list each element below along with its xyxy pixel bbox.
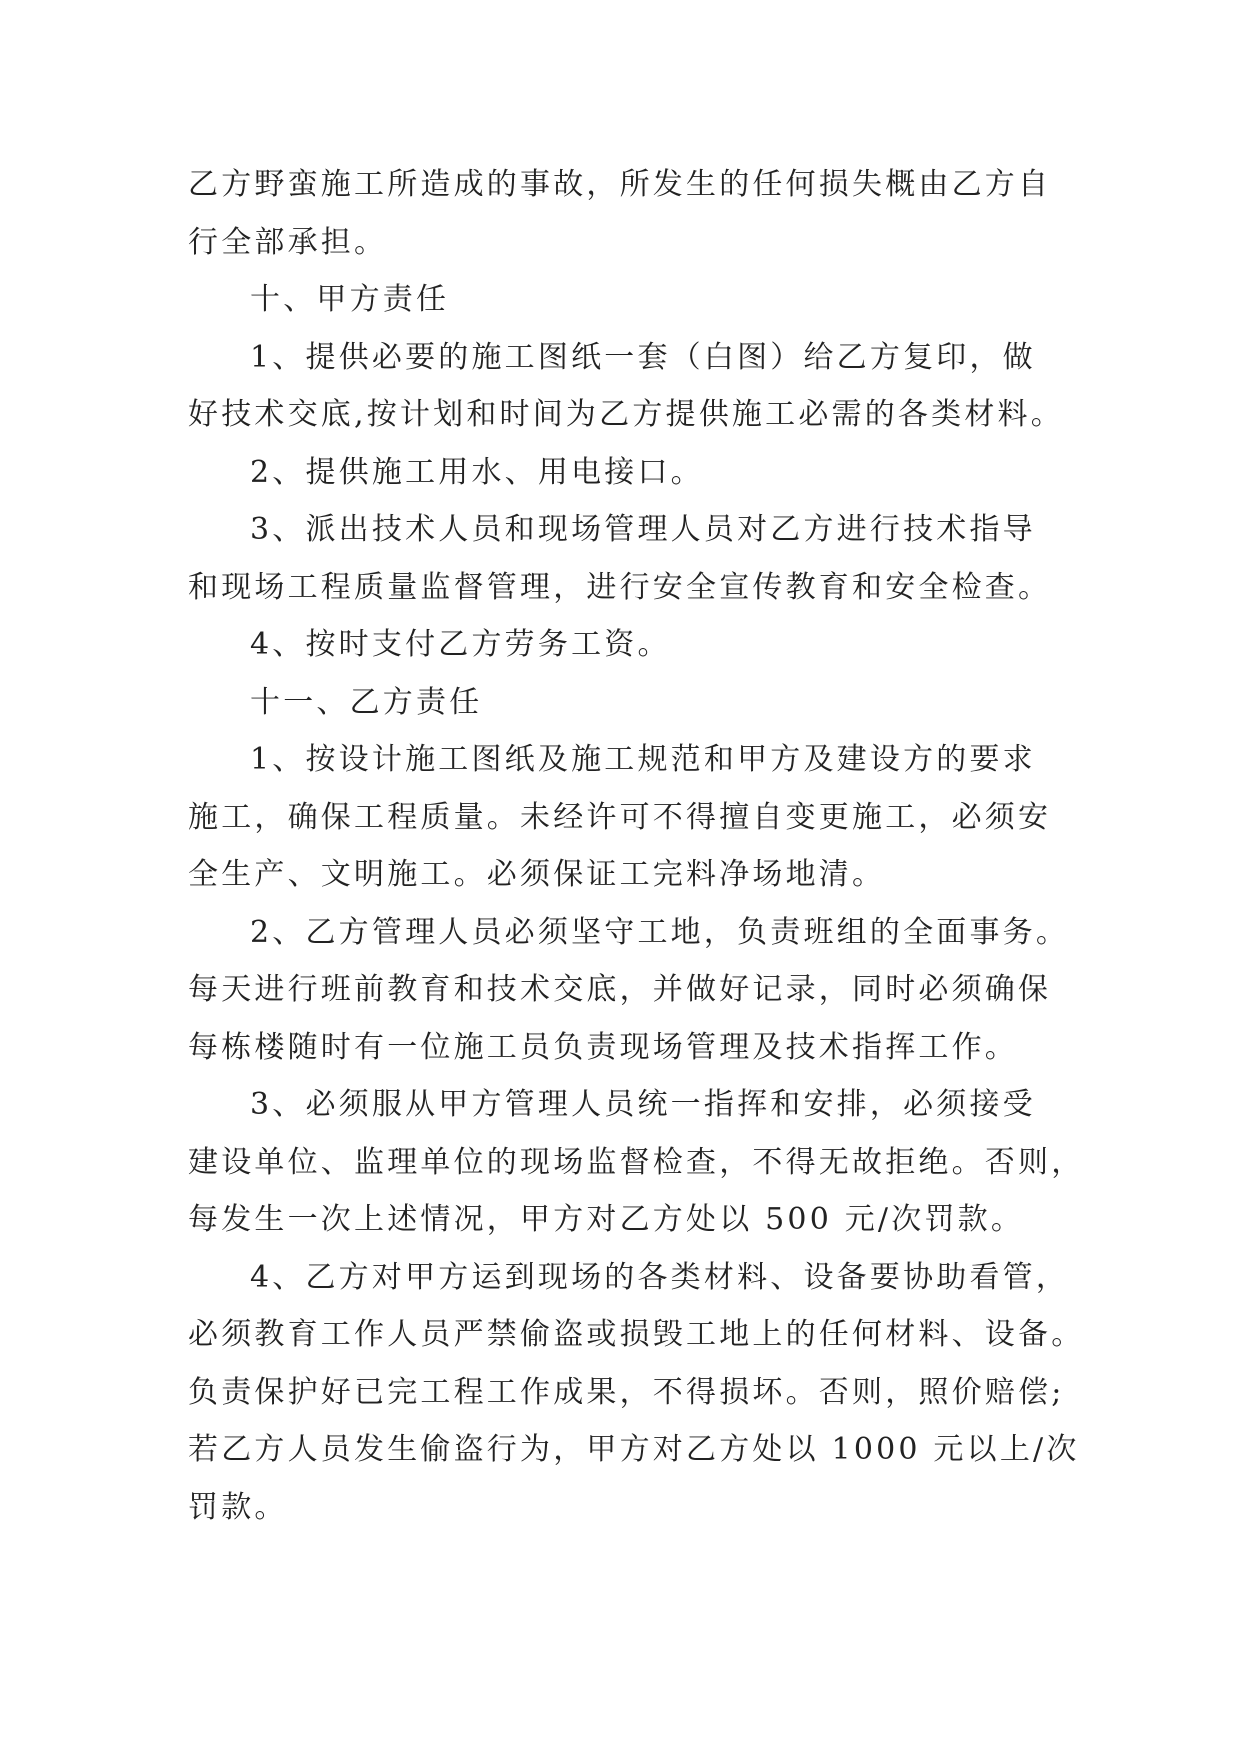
text-line: 4、乙方对甲方运到现场的各类材料、设备要协助看管， <box>250 1259 1070 1295</box>
text-line: 3、必须服从甲方管理人员统一指挥和安排，必须接受 <box>250 1087 1036 1122</box>
section-heading-jiafang: 十、甲方责任 <box>250 282 450 317</box>
text-line: 建设单位、监理单位的现场监督检查，不得无故拒绝。否则， <box>188 1144 1085 1180</box>
text-line: 乙方野蛮施工所造成的事故，所发生的任何损失概由乙方自 <box>188 167 1052 202</box>
document-body <box>188 156 1085 1536</box>
text-line: 若乙方人员发生偷盗行为，甲方对乙方处以 1000 元以上/次 <box>188 1432 1080 1467</box>
text-line: 1、按设计施工图纸及施工规范和甲方及建设方的要求 <box>250 742 1036 777</box>
text-line: 1、提供必要的施工图纸一套（白图）给乙方复印，做 <box>250 339 1036 375</box>
text-line: 负责保护好已完工程工作成果，不得损坏。否则，照价赔偿; <box>188 1374 1065 1410</box>
text-line: 2、提供施工用水、用电接口。 <box>250 454 704 490</box>
section-heading-yifang: 十一、乙方责任 <box>250 684 483 720</box>
text-line: 3、派出技术人员和现场管理人员对乙方进行技术指导 <box>250 512 1036 547</box>
text-line: 施工，确保工程质量。未经许可不得擅自变更施工，必须安 <box>188 799 1052 835</box>
text-line: 每天进行班前教育和技术交底，并做好记录，同时必须确保 <box>188 972 1052 1007</box>
text-line: 全生产、文明施工。必须保证工完料净场地清。 <box>188 857 886 892</box>
text-line: 必须教育工作人员严禁偷盗或损毁工地上的任何材料、设备。 <box>188 1317 1085 1352</box>
text-line: 行全部承担。 <box>188 224 388 260</box>
text-line: 罚款。 <box>188 1489 288 1525</box>
text-line: 和现场工程质量监督管理，进行安全宣传教育和安全检查。 <box>188 569 1052 605</box>
text-line: 每栋楼随时有一位施工员负责现场管理及技术指挥工作。 <box>188 1029 1018 1065</box>
text-line: 好技术交底,按计划和时间为乙方提供施工必需的各类材料。 <box>188 397 1064 432</box>
text-line: 2、乙方管理人员必须坚守工地，负责班组的全面事务。 <box>250 914 1070 950</box>
text-line: 4、按时支付乙方劳务工资。 <box>250 627 671 662</box>
text-line: 每发生一次上述情况，甲方对乙方处以 500 元/次罚款。 <box>188 1202 1025 1237</box>
